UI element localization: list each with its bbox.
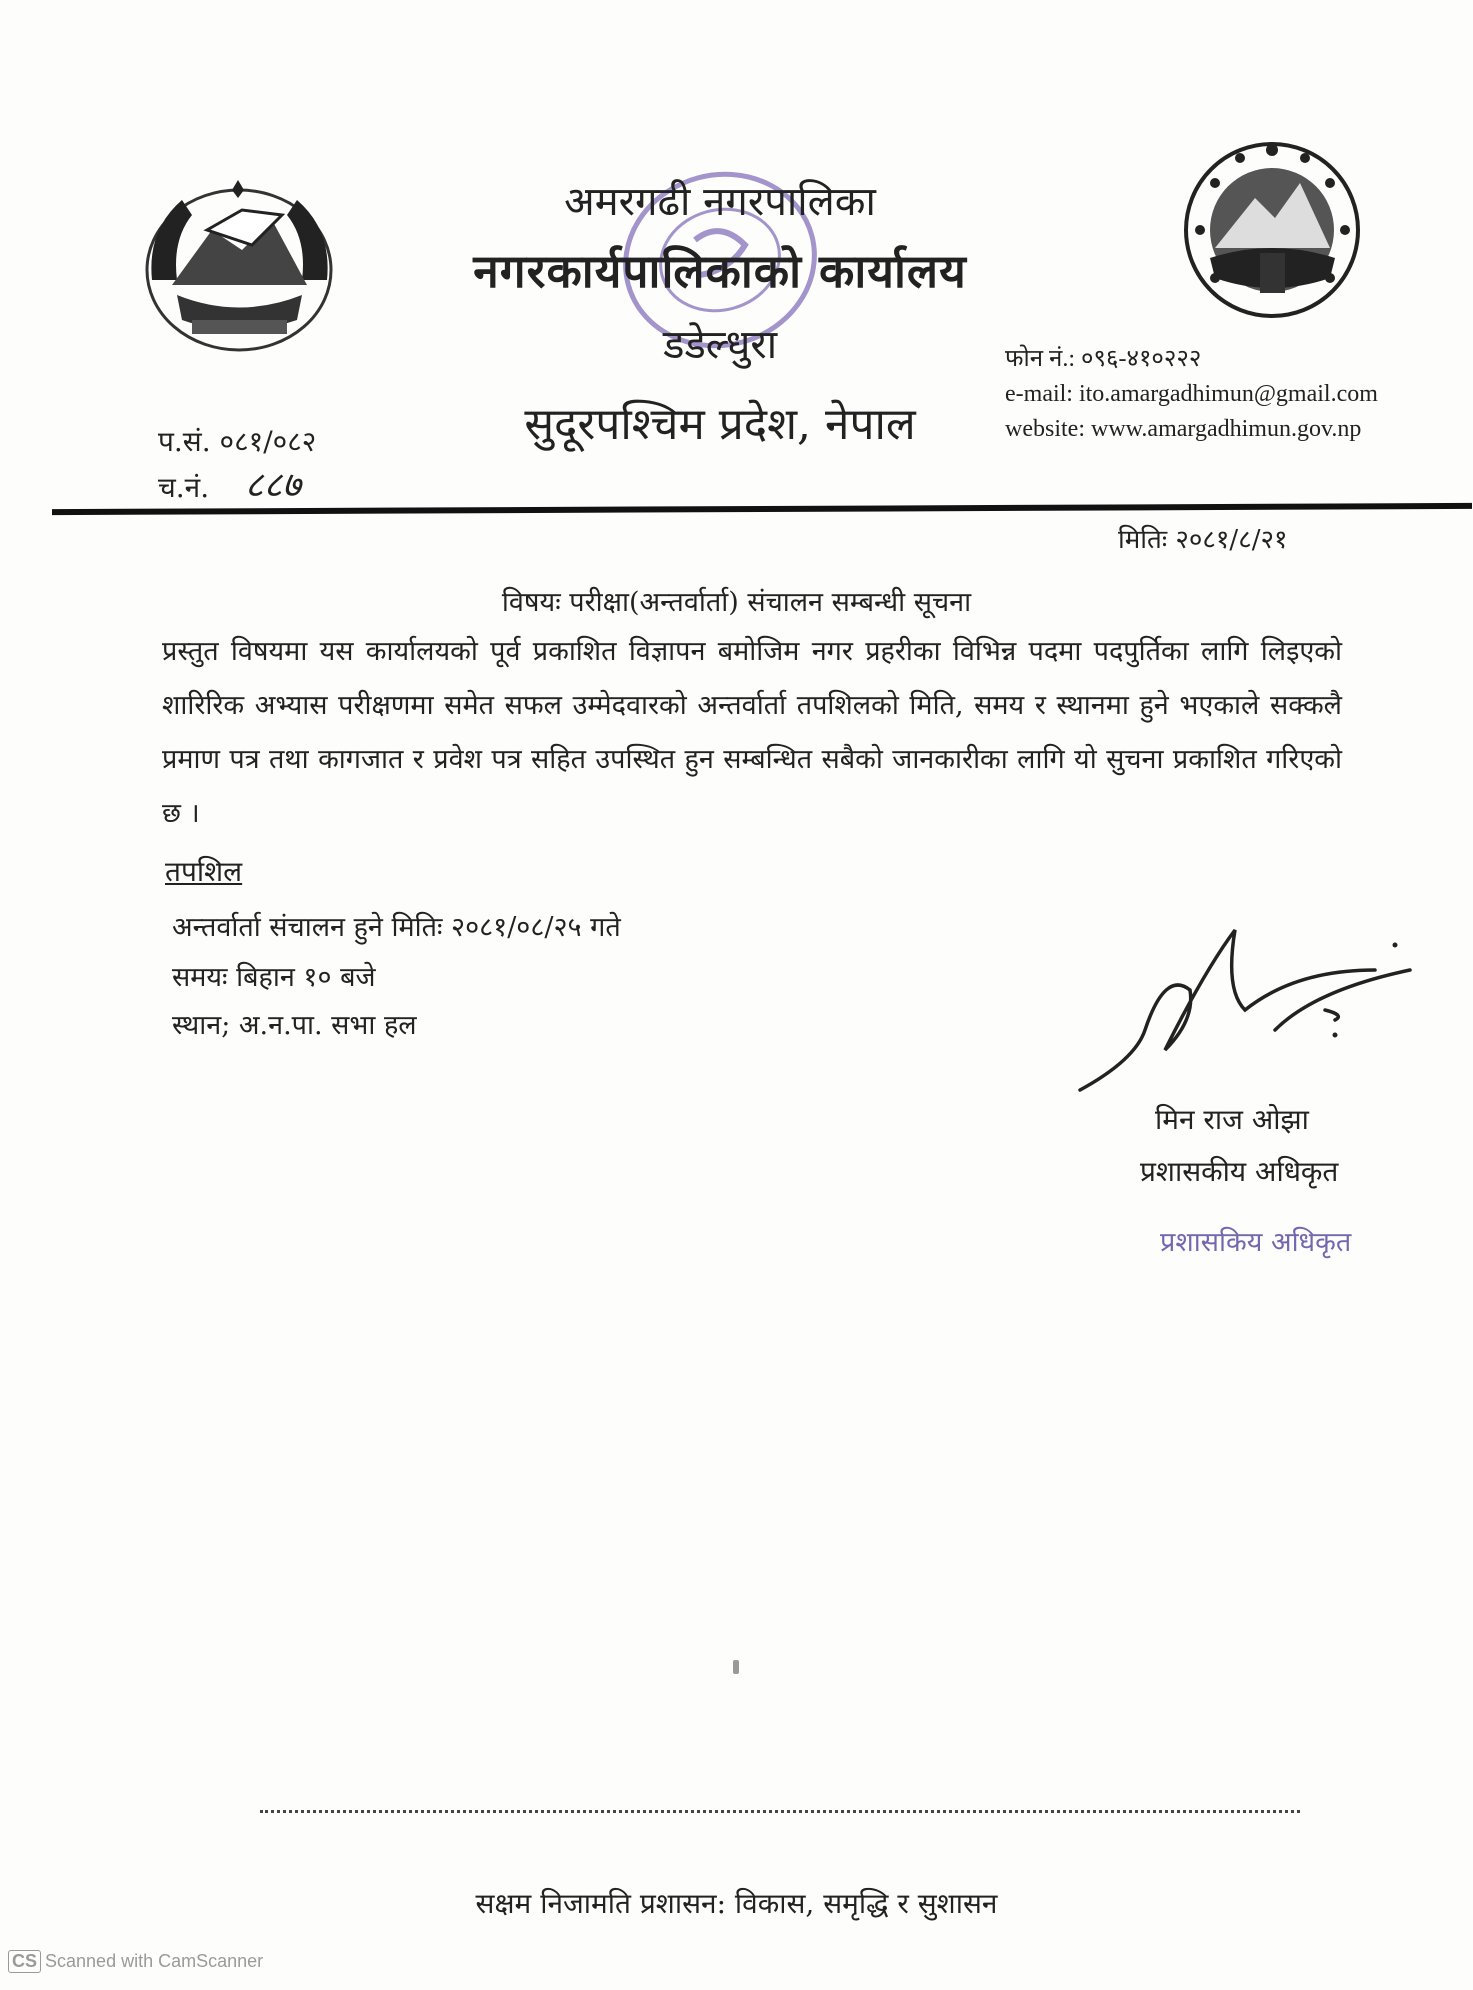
camscanner-watermark bbox=[8, 1950, 263, 1973]
scan-speck bbox=[733, 1660, 739, 1674]
camscanner-text: Scanned with CamScanner bbox=[45, 1951, 264, 1971]
email-address: e-mail: ito.amargadhimun@gmail.com bbox=[1005, 381, 1378, 407]
interview-date: अन्तर्वार्ता संचालन हुने मितिः २०८१/०८/२५ गते bbox=[172, 912, 621, 943]
letter-body: प्रस्तुत विषयमा यस कार्यालयको पूर्व प्रकाशित विज्ञापन बमोजिम नगर प्रहरीका विभिन्न पदमा पदपुर्तिका लागि लिइएको शारिरिक अभ्यास परीक्षणमा समेत सफल उम्मेदवारको अन्तर्वार्ता तपशिलको मिति, समय र स्थानमा हुने भएकाले सक्कलै प्रमाण पत्र तथा कागजात र प्रवेश पत्र सहित उपस्थित हुन सम्बन्धित सबैको जानकारीका लागि यो सुचना प्रकाशित गरिएको छ । bbox=[162, 636, 1342, 829]
interview-time: समयः बिहान १० बजे bbox=[172, 962, 376, 993]
footer-dotted-line bbox=[260, 1810, 1300, 1813]
phone-number: फोन नं.: ०९६-४१०२२२ bbox=[1005, 346, 1202, 372]
municipality-name: अमरगढी नगरपालिका bbox=[564, 179, 876, 225]
dispatch-number-row bbox=[158, 464, 316, 510]
camscanner-logo-icon: CS bbox=[8, 1950, 41, 1973]
footer-motto: सक्षम निजामति प्रशासन: विकास, समृद्धि र सुशासन bbox=[475, 1887, 998, 1920]
office-name: नगरकार्यपालिकाको कार्यालय bbox=[473, 244, 967, 298]
designation-stamp: प्रशासकिय अधिकृत bbox=[1160, 1227, 1352, 1258]
handwritten-signature bbox=[1075, 910, 1415, 1110]
signatory-designation: प्रशासकीय अधिकृत bbox=[1140, 1155, 1339, 1188]
dispatch-label: च.नं. bbox=[158, 471, 210, 504]
schedule-heading: तपशिल bbox=[165, 855, 243, 888]
fiscal-year: प.सं. ०८१/०८२ bbox=[158, 425, 317, 458]
dispatch-number: ८८७ bbox=[244, 465, 301, 506]
reference-block bbox=[158, 420, 316, 510]
contact-block bbox=[1005, 342, 1378, 447]
interview-venue: स्थान; अ.न.पा. सभा हल bbox=[172, 1010, 417, 1041]
letter-subject: विषयः परीक्षा(अन्तर्वार्ता) संचालन सम्बन्धी सूचना bbox=[501, 587, 972, 618]
website-address: website: www.amargadhimun.gov.np bbox=[1005, 416, 1362, 442]
municipality-logo-icon bbox=[1180, 138, 1365, 323]
nepal-coat-of-arms-icon bbox=[132, 170, 347, 360]
letter-date: मितिः २०८१/८/२१ bbox=[1118, 525, 1288, 555]
signatory-name: मिन राज ओझा bbox=[1155, 1103, 1309, 1136]
province-country: सुदूरपश्चिम प्रदेश, नेपाल bbox=[524, 399, 916, 450]
letterhead bbox=[380, 172, 1060, 452]
office-location: डडेल्धुरा bbox=[662, 322, 778, 368]
